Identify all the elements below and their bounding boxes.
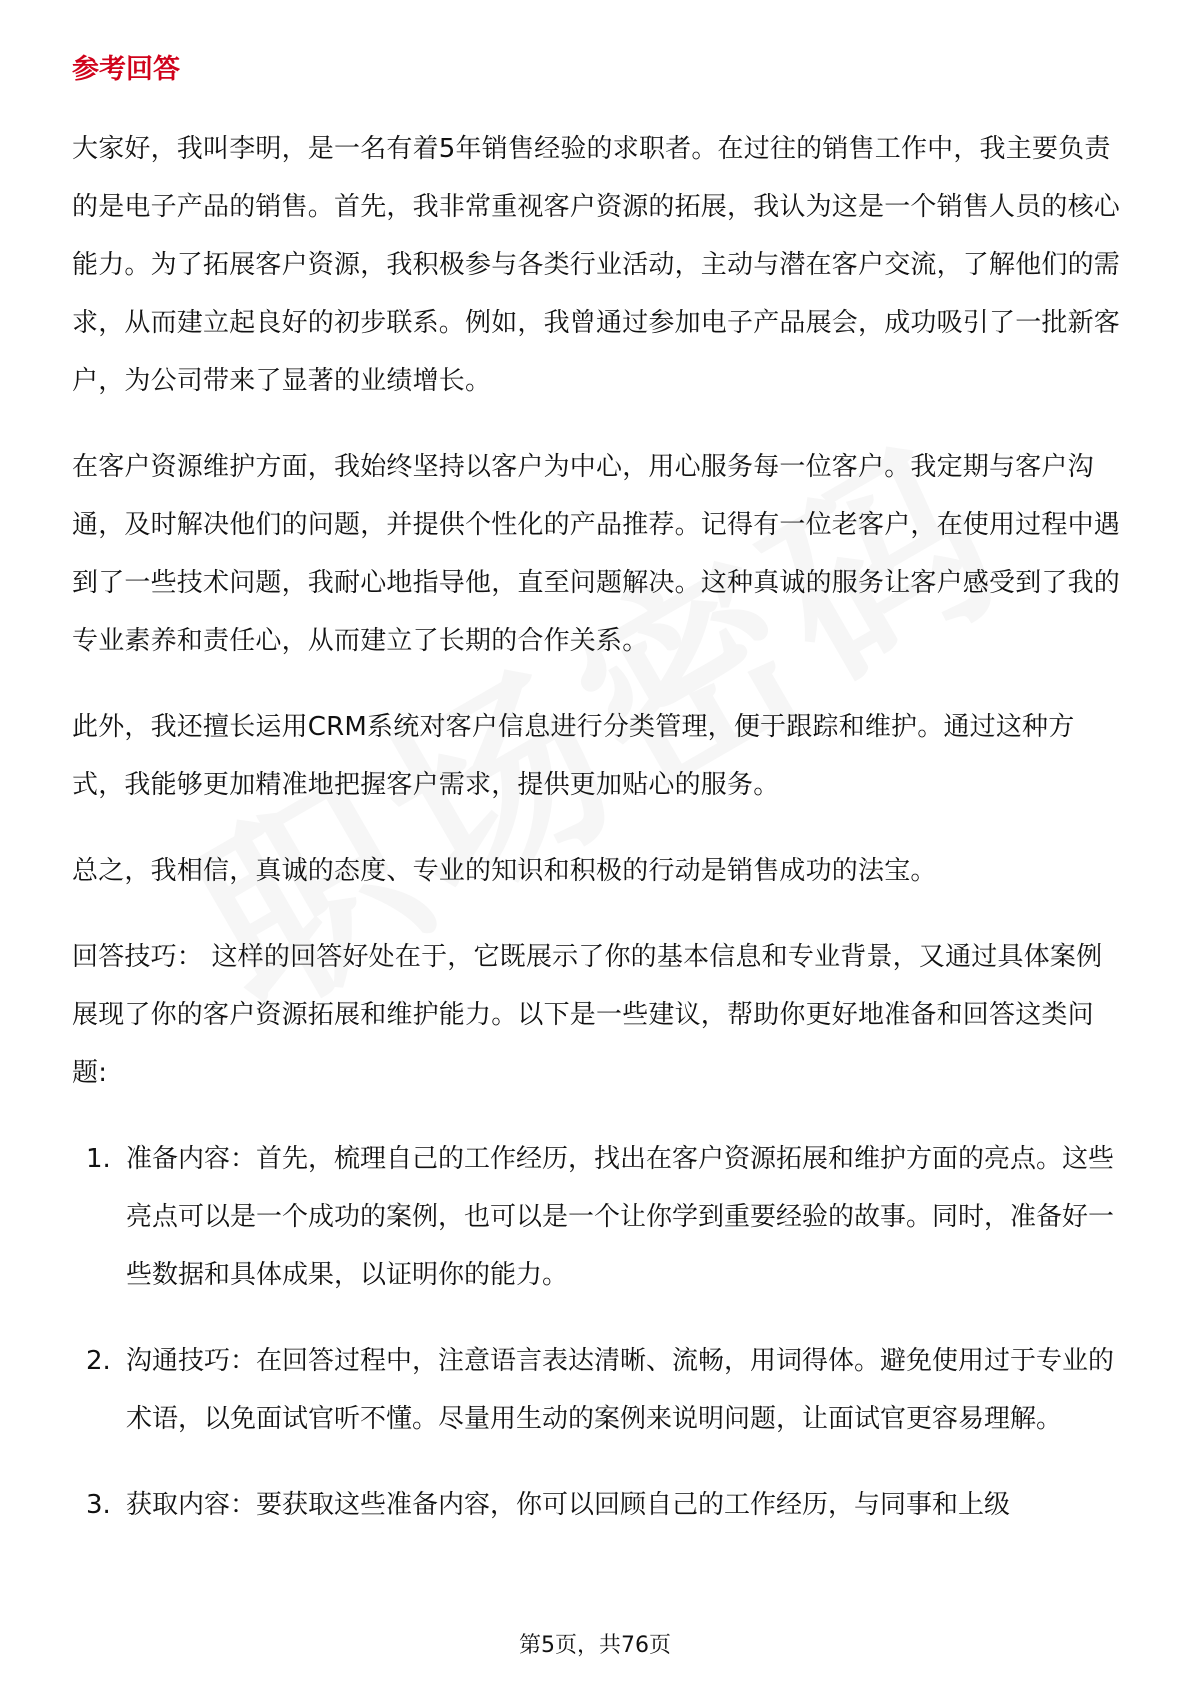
list-item-text: 获取内容：要获取这些准备内容，你可以回顾自己的工作经历，与同事和上级 — [126, 1490, 1011, 1520]
list-item-number: 3. — [86, 1490, 111, 1520]
list-item-text: 准备内容：首先，梳理自己的工作经历，找出在客户资源拓展和维护方面的亮点。这些亮点可以是一个成功的案例，也可以是一个让你学到重要经验的故事。同时，准备好一些数据和具体成果，以证明你的能力。 — [126, 1144, 1115, 1290]
list-item-number: 1. — [86, 1144, 111, 1174]
list-item — [72, 1130, 1122, 1304]
document-body — [72, 50, 1122, 1562]
paragraph-summary: 总之，我相信，真诚的态度、专业的知识和积极的行动是销售成功的法宝。 — [72, 856, 937, 886]
paragraph-crm: 此外，我还擅长运用CRM系统对客户信息进行分类管理，便于跟踪和维护。通过这种方式，我能够更加精准地把握客户需求，提供更加贴心的服务。 — [72, 712, 1075, 800]
list-item-number: 2. — [86, 1346, 111, 1376]
list-item — [72, 1332, 1122, 1448]
tips-list — [72, 1130, 1122, 1534]
list-item — [72, 1476, 1122, 1534]
list-item-text: 沟通技巧：在回答过程中，注意语言表达清晰、流畅，用词得体。避免使用过于专业的术语，以免面试官听不懂。尽量用生动的案例来说明问题，让面试官更容易理解。 — [126, 1346, 1115, 1434]
paragraph-intro: 大家好，我叫李明，是一名有着5年销售经验的求职者。在过往的销售工作中，我主要负责的是电子产品的销售。首先，我非常重视客户资源的拓展，我认为这是一个销售人员的核心能力。为了拓展客户资源，我积极参与各类行业活动，主动与潜在客户交流，了解他们的需求，从而建立起良好的初步联系。例如，我曾通过参加电子产品展会，成功吸引了一批新客户，为公司带来了显著的业绩增长。 — [72, 134, 1121, 396]
paragraph-maintenance: 在客户资源维护方面，我始终坚持以客户为中心，用心服务每一位客户。我定期与客户沟通，及时解决他们的问题，并提供个性化的产品推荐。记得有一位老客户，在使用过程中遇到了一些技术问题，我耐心地指导他，直至问题解决。这种真诚的服务让客户感受到了我的专业素养和责任心，从而建立了长期的合作关系。 — [72, 452, 1121, 656]
paragraph-tips-intro: 回答技巧： 这样的回答好处在于，它既展示了你的基本信息和专业背景，又通过具体案例展现了你的客户资源拓展和维护能力。以下是一些建议，帮助你更好地准备和回答这类问题: — [72, 942, 1103, 1088]
section-heading: 参考回答 — [72, 54, 180, 85]
page-number: 第5页，共76页 — [519, 1633, 671, 1658]
